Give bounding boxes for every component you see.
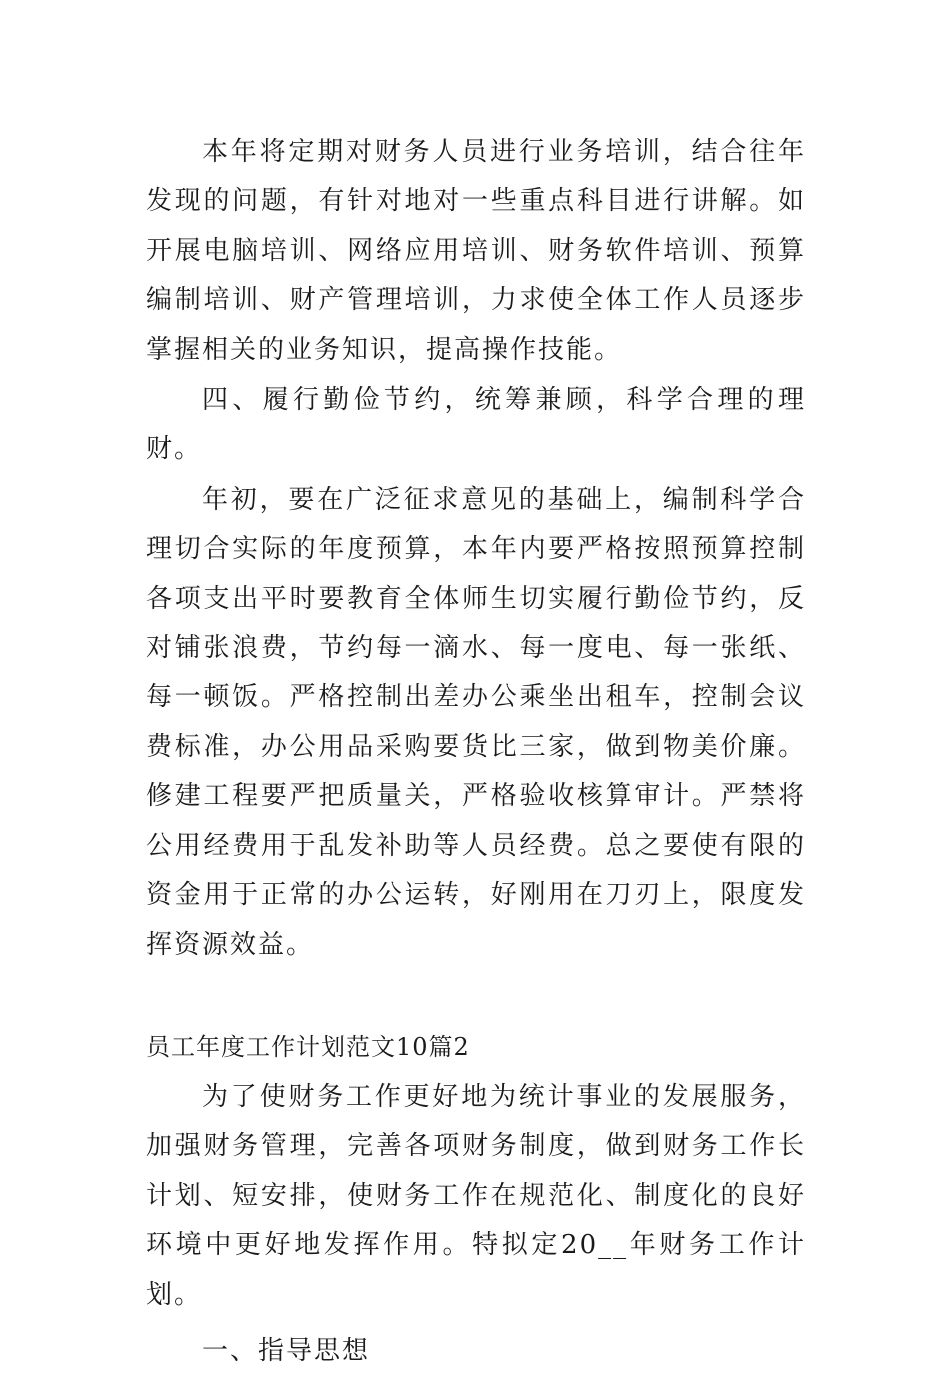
paragraph-training: 本年将定期对财务人员进行业务培训，结合往年发现的问题，有针对地对一些重点科目进行讲解。如开展电脑培训、网络应用培训、财务软件培训、预算编制培训、财产管理培训，力求使全体工作人员逐步掌握相关的业务知识，提高操作技能。 [146,137,806,365]
heading-four-thrift: 四、履行勤俭节约，统筹兼顾，科学合理的理财。 [146,385,806,465]
document-page [146,128,806,1376]
paragraph-intro: 为了使财务工作更好地为统计事业的发展服务，加强财务管理，完善各项财务制度，做到财务工作长计划、短安排，使财务工作在规范化、制度化的良好环境中更好地发挥作用。特拟定20__年财务工作计划。 [146,1081,806,1310]
heading-one-guiding-thought: 一、指导思想 [202,1335,371,1366]
section-title: 员工年度工作计划范文10篇2 [146,1032,470,1061]
paragraph-budget: 年初，要在广泛征求意见的基础上，编制科学合理切合实际的年度预算，本年内要严格按照预算控制各项支出平时要教育全体师生切实履行勤俭节约，反对铺张浪费，节约每一滴水、每一度电、每一张纸、每一顿饭。严格控制出差办公乘坐出租车，控制会议费标准，办公用品采购要货比三家，做到物美价廉。修建工程要严把质量关，严格验收核算审计。严禁将公用经费用于乱发补助等人员经费。总之要使有限的资金用于正常的办公运转，好刚用在刀刃上，限度发挥资源效益。 [146,484,806,960]
